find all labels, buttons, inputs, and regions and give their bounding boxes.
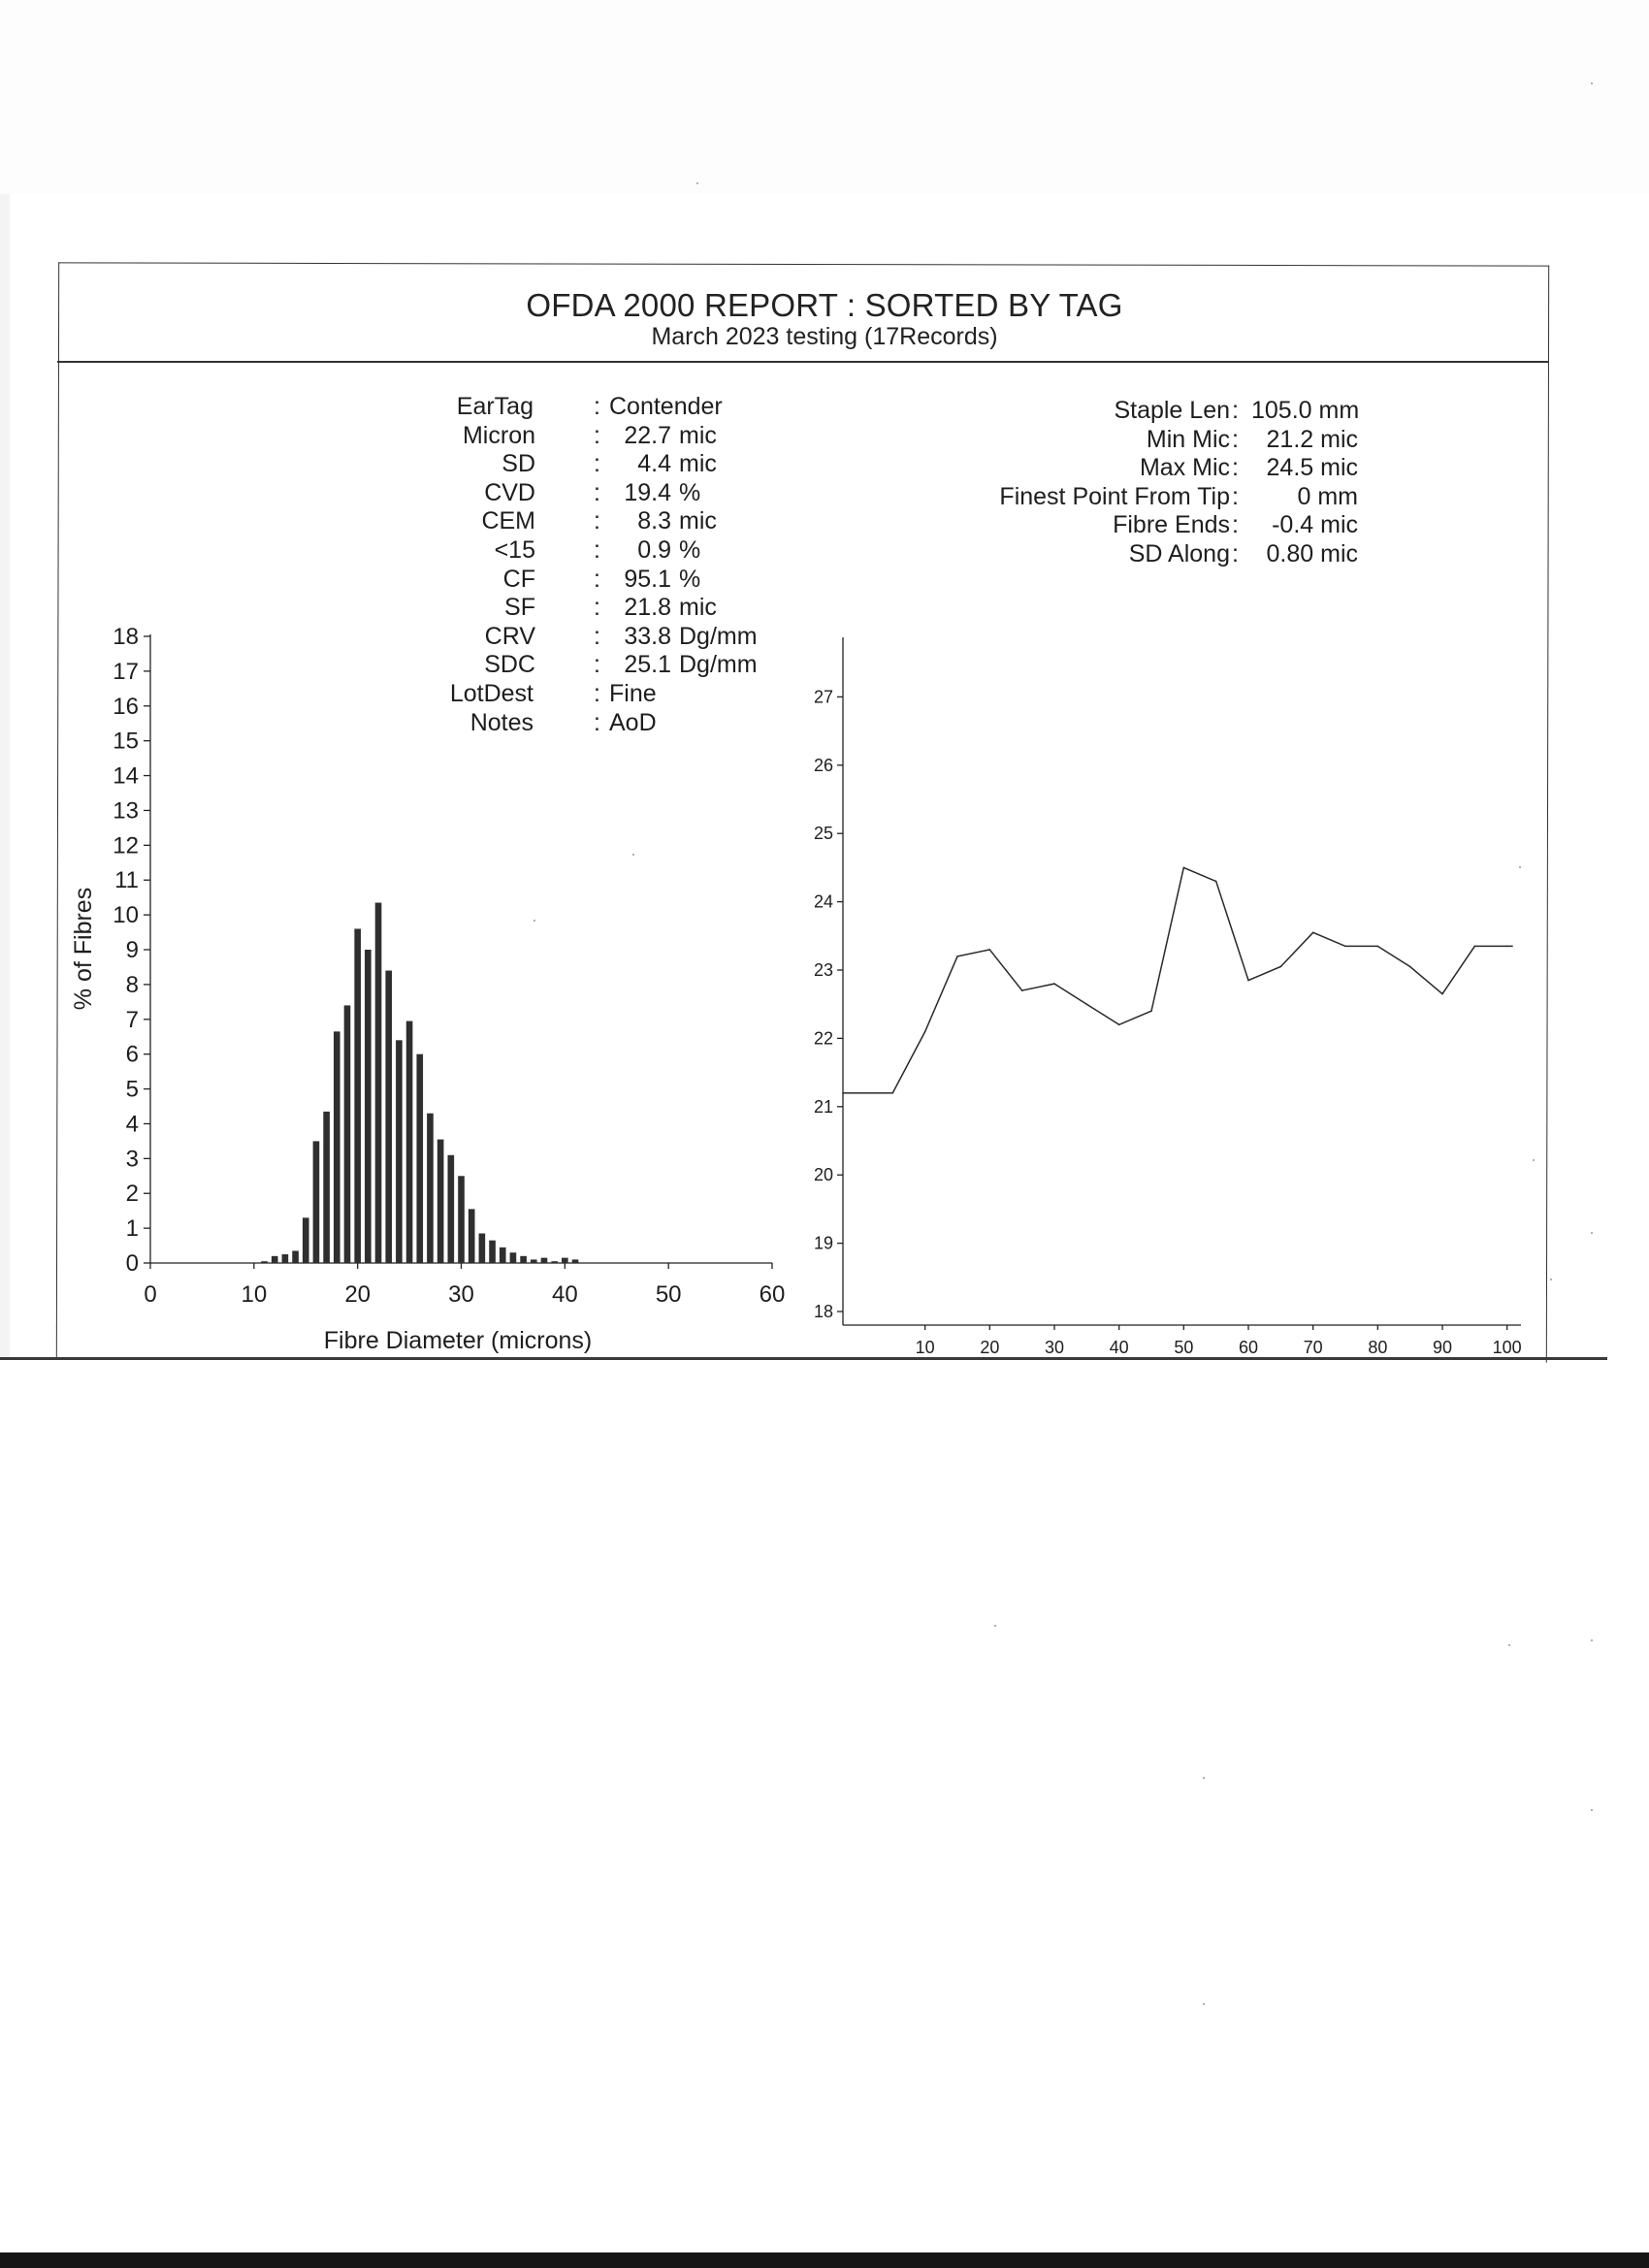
histogram-y-tick-label: 3 [125, 1146, 139, 1173]
profile-x-tick-label: 10 [915, 1338, 935, 1357]
scan-speck [1591, 1232, 1593, 1234]
staple-stat-label: Staple Len [1114, 397, 1230, 424]
scan-speck [1508, 1644, 1510, 1646]
profile-y-tick-label: 27 [813, 687, 833, 707]
profile-y-tick-label: 19 [813, 1233, 833, 1253]
profile-y-tick-label: 21 [813, 1096, 833, 1117]
profile-point [1409, 966, 1411, 968]
stat-label: SF [504, 594, 535, 622]
stat-value: 95.1 [624, 565, 671, 593]
profile-y-tick-label: 26 [813, 755, 833, 775]
profile-y-tick-label: 22 [813, 1028, 833, 1049]
scan-speck [1591, 1809, 1593, 1811]
staple-stat-label: Fibre Ends [1113, 511, 1230, 539]
stat-separator: : [594, 651, 600, 679]
scan-speck [696, 182, 698, 184]
profile-x-tick-label: 70 [1303, 1338, 1323, 1357]
profile-point [924, 1031, 926, 1033]
histogram-y-tick-label: 12 [113, 832, 139, 859]
histogram-y-tick-label: 6 [125, 1041, 139, 1068]
staple-stat-label: Max Mic [1139, 454, 1230, 482]
histogram-x-tick-label: 20 [344, 1281, 372, 1308]
staple-stat-separator: : [1232, 482, 1239, 510]
profile-y-tick-label: 25 [813, 824, 833, 844]
histogram-x-tick-label: 40 [551, 1281, 578, 1308]
scan-speck [1519, 866, 1521, 868]
report-title: OFDA 2000 REPORT : SORTED BY TAG [526, 287, 1123, 323]
stat-value: 22.7 [624, 421, 671, 449]
profile-point [1150, 1010, 1152, 1012]
profile-x-tick-label: 40 [1109, 1338, 1129, 1357]
histogram-y-tick-label: 16 [113, 693, 139, 720]
profile-point [1053, 983, 1055, 985]
staple-stat-value: 105.0 mm [1251, 397, 1360, 424]
profile-point [1474, 946, 1476, 948]
profile-point [1183, 867, 1185, 869]
stat-unit: mic [679, 594, 717, 622]
stat-label: <15 [494, 536, 535, 564]
histogram-y-tick-label: 5 [125, 1076, 139, 1103]
stat-separator: : [594, 708, 600, 736]
staple-stat-label: SD Along [1128, 540, 1230, 567]
stat-separator: : [594, 536, 600, 564]
histogram-y-tick-label: 0 [125, 1250, 139, 1277]
profile-x-tick-label: 50 [1174, 1338, 1194, 1357]
scan-bottom-edge [0, 2252, 1649, 2268]
profile-point [1215, 881, 1217, 883]
histogram-y-tick-label: 14 [113, 762, 139, 790]
stat-label: Notes [469, 708, 534, 736]
stat-value: Contender [609, 393, 723, 420]
histogram-y-tick-label: 15 [113, 728, 139, 755]
stat-unit: Dg/mm [679, 622, 758, 650]
histogram-y-tick-label: 8 [125, 971, 139, 998]
profile-point [892, 1092, 894, 1094]
scan-speck [1203, 2003, 1205, 2005]
scan-speck [1550, 1279, 1552, 1280]
scan-speck [632, 854, 634, 856]
histogram-y-tick-label: 13 [113, 797, 139, 825]
scan-speck [1203, 1777, 1205, 1779]
stat-separator: : [594, 507, 600, 535]
staple-stat-value: 24.5 mic [1266, 454, 1358, 482]
histogram-x-tick-label: 10 [241, 1281, 268, 1308]
stat-label: Micron [462, 421, 535, 449]
profile-point [1247, 980, 1249, 982]
stat-unit: mic [679, 507, 717, 535]
profile-x-tick-label: 100 [1492, 1338, 1522, 1357]
stat-label: CVD [484, 478, 535, 506]
scan-speck [534, 920, 535, 922]
profile-point [1021, 989, 1023, 991]
profile-point [1377, 946, 1379, 948]
staple-stat-separator: : [1232, 454, 1239, 482]
staple-stat-separator: : [1232, 511, 1239, 539]
stat-value: 8.3 [637, 507, 671, 535]
staple-stat-label: Finest Point From Tip [999, 482, 1230, 510]
profile-point [1344, 946, 1346, 948]
stat-label: CRV [484, 622, 535, 650]
histogram-y-tick-label: 9 [125, 937, 139, 963]
staple-stat-separator: : [1232, 540, 1239, 567]
histogram-x-tick-label: 30 [448, 1281, 474, 1308]
staple-stat-separator: : [1232, 397, 1239, 424]
stat-unit: % [679, 565, 701, 593]
profile-x-tick-label: 90 [1432, 1338, 1453, 1357]
staple-stat-value: 0.80 mic [1266, 540, 1358, 567]
stat-label: LotDest [449, 680, 534, 707]
histogram-x-tick-label: 50 [655, 1281, 682, 1308]
stat-value: Fine [609, 680, 657, 707]
histogram-y-tick-label: 18 [113, 624, 139, 650]
profile-x-tick-label: 20 [980, 1338, 1000, 1357]
profile-point [1280, 966, 1282, 968]
profile-point [842, 1092, 844, 1094]
profile-point [1312, 931, 1314, 933]
histogram-y-tick-label: 7 [125, 1006, 139, 1033]
staple-stat-value: 0 mm [1297, 482, 1358, 510]
stat-value: 19.4 [624, 478, 671, 506]
profile-x-tick-label: 60 [1238, 1338, 1259, 1357]
profile-y-tick-label: 23 [813, 960, 833, 980]
stat-unit: mic [679, 421, 717, 449]
profile-point [1086, 1003, 1088, 1005]
stat-separator: : [594, 478, 600, 506]
staple-stat-value: -0.4 mic [1272, 511, 1358, 539]
scan-speck [1591, 82, 1593, 84]
stat-separator: : [594, 393, 600, 420]
histogram-y-tick-label: 11 [114, 867, 139, 894]
scan-speck [1533, 1159, 1535, 1161]
staple-stat-value: 21.2 mic [1266, 425, 1358, 453]
stat-label: SDC [484, 651, 535, 679]
histogram-y-tick-label: 4 [125, 1111, 139, 1138]
stat-separator: : [594, 450, 600, 478]
scan-fold-line [0, 1357, 1607, 1360]
profile-y-tick-label: 18 [813, 1302, 833, 1321]
histogram-x-tick-label: 60 [759, 1281, 786, 1308]
histogram-y-tick-label: 17 [113, 658, 139, 685]
profile-point [956, 956, 958, 957]
diameter-profile-line [843, 867, 1513, 1092]
report-subtitle: March 2023 testing (17Records) [651, 323, 998, 350]
stat-value: 4.4 [637, 450, 671, 478]
histogram-x-axis-title: Fibre Diameter (microns) [323, 1327, 593, 1354]
scan-speck [1591, 1639, 1593, 1641]
histogram-y-tick-label: 10 [113, 902, 139, 929]
profile-point [1118, 1024, 1120, 1026]
histogram-y-tick-label: 2 [125, 1181, 139, 1208]
stat-separator: : [594, 565, 600, 593]
stat-separator: : [594, 594, 600, 622]
stat-value: 21.8 [624, 594, 671, 622]
stat-unit: Dg/mm [679, 651, 758, 679]
stat-separator: : [594, 622, 600, 650]
profile-y-tick-label: 24 [813, 891, 833, 912]
stat-value: 33.8 [624, 622, 671, 650]
histogram-x-tick-label: 0 [144, 1281, 157, 1308]
profile-point [1506, 946, 1508, 948]
stat-label: EarTag [456, 393, 534, 420]
profile-point [1441, 993, 1443, 995]
stat-separator: : [594, 421, 600, 449]
staple-stat-label: Min Mic [1146, 425, 1230, 453]
stat-unit: mic [679, 450, 717, 478]
profile-x-tick-label: 30 [1044, 1338, 1065, 1357]
stat-value: 25.1 [624, 651, 671, 679]
stat-value: 0.9 [637, 536, 671, 564]
stat-value: AoD [609, 708, 657, 736]
stat-unit: % [679, 536, 701, 564]
profile-point [989, 949, 991, 951]
histogram-y-axis-title: % of Fibres [70, 887, 97, 1011]
stat-separator: : [594, 680, 600, 707]
stat-unit: % [679, 478, 701, 506]
scan-speck [994, 1625, 996, 1627]
staple-stat-separator: : [1232, 425, 1239, 453]
stat-label: SD [501, 450, 535, 478]
profile-x-tick-label: 80 [1368, 1338, 1388, 1357]
stat-label: CEM [481, 507, 535, 535]
histogram-y-tick-label: 1 [125, 1215, 139, 1243]
profile-y-tick-label: 20 [813, 1165, 833, 1185]
stat-label: CF [502, 565, 535, 593]
